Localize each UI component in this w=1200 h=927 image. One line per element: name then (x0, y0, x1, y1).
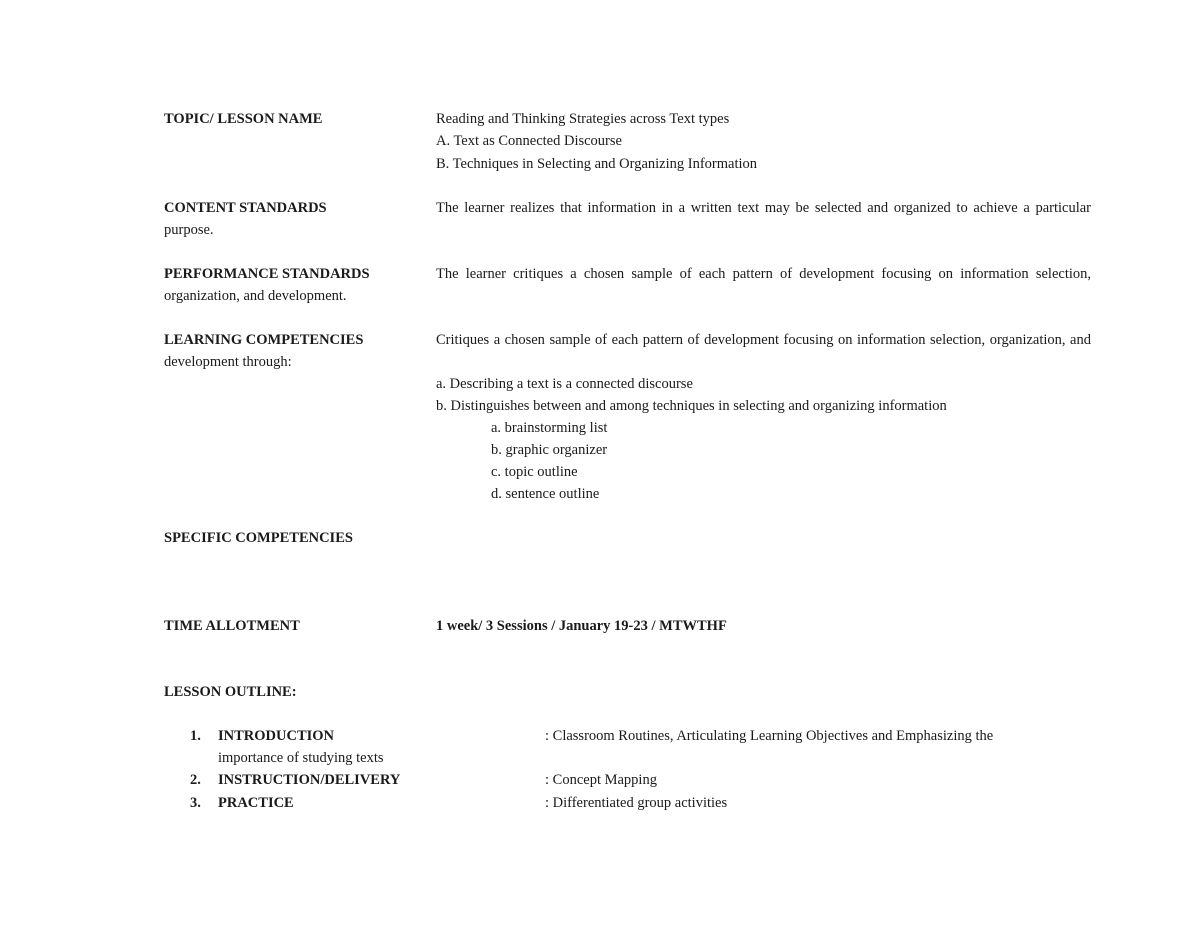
learning-competencies-label: LEARNING COMPETENCIES (164, 332, 364, 348)
time-allotment-label: TIME ALLOTMENT (164, 618, 300, 634)
list-item-title: INTRODUCTION (218, 728, 335, 744)
performance-standards-text: The learner critiques a chosen sample of each pattern of development focusing on information selection, organization, and development. (164, 266, 1091, 304)
time-allotment-value: 1 week/ 3 Sessions / January 19-23 / MTWTHF (436, 618, 727, 634)
list-item-description: : Classroom Routines, Articulating Learning Objectives and Emphasizing the (545, 728, 994, 744)
list-item-number: 1. (190, 728, 201, 744)
competency-subitem-brainstorming: a. brainstorming list (491, 420, 608, 436)
list-item-title: INSTRUCTION/DELIVERY (218, 772, 401, 788)
learning-competencies-section (164, 329, 1091, 373)
list-item-number: 3. (190, 795, 201, 811)
performance-standards-section (164, 263, 1091, 307)
competency-subitem-topic-outline: c. topic outline (491, 464, 578, 480)
lesson-outline-label: LESSON OUTLINE: (164, 684, 297, 700)
content-standards-text: The learner realizes that information in a written text may be selected and organized to achieve a particular purpose. (164, 200, 1091, 238)
competency-subitem-sentence-outline: d. sentence outline (491, 486, 600, 502)
specific-competencies-label: SPECIFIC COMPETENCIES (164, 530, 353, 546)
performance-standards-label: PERFORMANCE STANDARDS (164, 266, 370, 282)
topic-title: Reading and Thinking Strategies across Text types (436, 111, 730, 127)
list-item-number: 2. (190, 772, 201, 788)
competency-item-b: b. Distinguishes between and among techniques in selecting and organizing information (436, 398, 947, 414)
topic-subtopic-b: B. Techniques in Selecting and Organizing Information (436, 156, 758, 172)
list-item-title: PRACTICE (218, 795, 294, 811)
list-item-description-continued: importance of studying texts (218, 750, 384, 766)
content-standards-label: CONTENT STANDARDS (164, 200, 327, 216)
content-standards-section (164, 197, 1091, 241)
topic-label: TOPIC/ LESSON NAME (164, 111, 323, 127)
competency-item-a: a. Describing a text is a connected discourse (436, 376, 693, 392)
list-item-description: : Differentiated group activities (545, 795, 728, 811)
list-item-description: : Concept Mapping (545, 772, 657, 788)
topic-subtopic-a: A. Text as Connected Discourse (436, 133, 622, 149)
learning-competencies-text: Critiques a chosen sample of each pattern of development focusing on information selection, organization, and development through: (164, 332, 1091, 370)
competency-subitem-graphic-organizer: b. graphic organizer (491, 442, 608, 458)
